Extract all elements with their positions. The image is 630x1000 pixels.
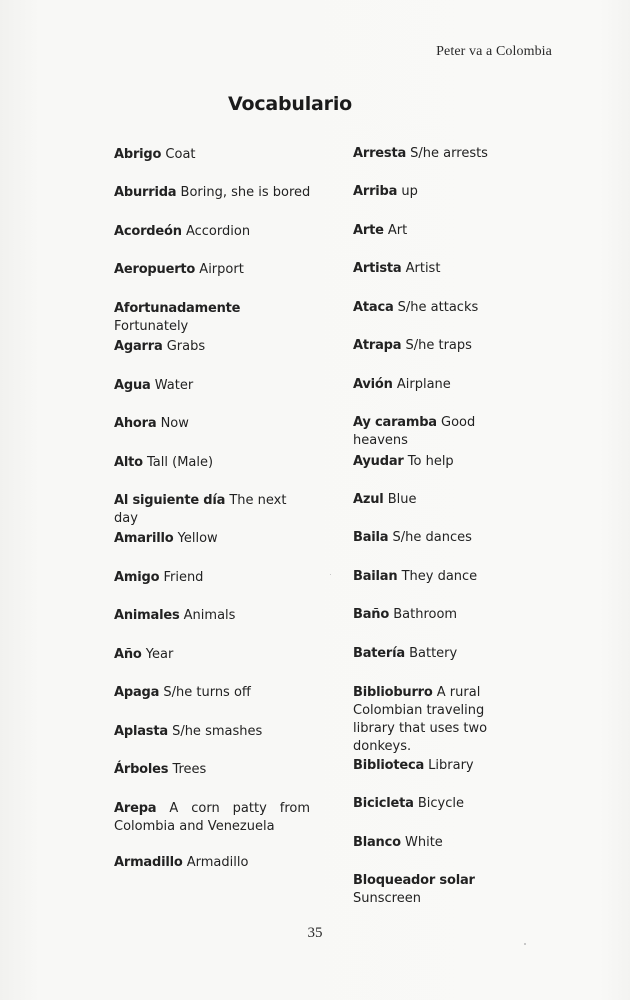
vocab-entry (353, 145, 533, 163)
vocab-entry (353, 529, 533, 547)
page-title: Vocabulario (228, 93, 352, 115)
vocab-term: Ay caramba (353, 415, 437, 430)
vocab-definition: A corn patty from Colombia and Venezuela (114, 801, 310, 834)
vocab-entry (353, 491, 533, 509)
vocab-definition: Grabs (166, 339, 206, 354)
vocab-term: Bloqueador solar (353, 873, 475, 888)
vocab-term: Agarra (114, 339, 163, 354)
vocab-term: Aeropuerto (114, 262, 196, 277)
vocab-term: Biblioteca (353, 758, 425, 773)
vocab-definition: They dance (401, 569, 478, 584)
vocab-definition: Library (428, 758, 474, 773)
vocab-entry (114, 184, 314, 202)
vocab-entry (353, 872, 533, 908)
vocab-term: Arepa (114, 801, 157, 816)
vocab-entry (353, 337, 533, 355)
vocab-term: Batería (353, 646, 405, 661)
vocab-definition: Year (145, 647, 174, 662)
vocab-term: Baño (353, 607, 390, 622)
vocab-entry (114, 261, 314, 279)
vocab-term: Atrapa (353, 338, 402, 353)
vocab-term: Bicicleta (353, 796, 414, 811)
vocab-entry (114, 800, 310, 836)
running-header: Peter va a Colombia (436, 44, 552, 59)
vocab-definition: Artist (405, 261, 441, 276)
vocab-definition: S/he attacks (397, 300, 479, 315)
vocab-definition: Tall (Male) (147, 455, 214, 470)
page-number: 35 (307, 925, 323, 941)
vocab-entry (114, 646, 314, 664)
vocab-definition: up (401, 184, 418, 199)
vocab-term: Agua (114, 378, 151, 393)
vocab-entry (114, 761, 314, 779)
vocab-term: Ahora (114, 416, 157, 431)
vocab-term: Arriba (353, 184, 398, 199)
vocab-entry (353, 834, 533, 852)
vocab-entry (353, 568, 533, 586)
vocab-definition: A rural Colombian traveling library that uses two donkeys. (353, 685, 488, 754)
vocab-term: Amarillo (114, 531, 174, 546)
vocab-term: Arresta (353, 146, 407, 161)
vocab-term: Afortunadamente (114, 301, 241, 316)
vocab-entry (114, 377, 314, 395)
vocab-term: Al siguiente día (114, 493, 226, 508)
vocab-entry (114, 684, 314, 702)
vocab-entry (353, 414, 533, 450)
vocab-definition: S/he dances (392, 530, 472, 545)
vocab-entry (114, 492, 314, 528)
vocab-entry (353, 376, 533, 394)
vocab-definition: Airplane (396, 377, 451, 392)
vocab-definition: S/he arrests (410, 146, 488, 161)
vocab-entry (353, 795, 533, 813)
vocab-term: Amigo (114, 570, 160, 585)
vocab-entry (114, 415, 314, 433)
vocab-entry (114, 530, 314, 548)
vocab-definition: To help (407, 454, 454, 469)
vocab-definition: S/he turns off (163, 685, 251, 700)
vocab-definition: The next day (114, 493, 287, 526)
vocab-definition: White (404, 835, 443, 850)
vocab-entry (353, 222, 533, 240)
vocab-term: Azul (353, 492, 384, 507)
vocab-term: Avión (353, 377, 393, 392)
vocab-term: Armadillo (114, 855, 183, 870)
vocab-term: Ataca (353, 300, 394, 315)
vocab-term: Año (114, 647, 142, 662)
vocab-term: Ayudar (353, 454, 404, 469)
vocab-term: Árboles (114, 762, 169, 777)
vocab-entry (353, 757, 533, 775)
vocab-term: Acordeón (114, 224, 182, 239)
vocab-definition: Airport (199, 262, 244, 277)
vocab-definition: Water (154, 378, 194, 393)
vocab-definition: S/he smashes (172, 724, 263, 739)
vocab-definition: Fortunately (114, 319, 189, 334)
vocab-term: Abrigo (114, 147, 162, 162)
vocab-definition: Blue (387, 492, 417, 507)
vocab-entry (114, 854, 314, 872)
vocab-term: Animales (114, 608, 180, 623)
vocab-entry (353, 684, 529, 756)
vocab-definition: Trees (172, 762, 207, 777)
vocab-definition: Good heavens (353, 415, 476, 448)
vocab-entry (114, 223, 314, 241)
vocab-entry (353, 645, 533, 663)
vocab-definition: Armadillo (186, 855, 249, 870)
vocab-entry (114, 454, 314, 472)
vocab-entry (114, 300, 314, 336)
scan-speck (524, 943, 526, 945)
vocab-definition: Sunscreen (353, 891, 421, 906)
vocab-term: Blanco (353, 835, 401, 850)
vocab-definition: Accordion (185, 224, 251, 239)
vocab-definition: Bicycle (417, 796, 464, 811)
vocab-definition: Battery (409, 646, 458, 661)
vocab-term: Aplasta (114, 724, 168, 739)
vocab-entry (353, 260, 533, 278)
vocab-definition: Friend (163, 570, 204, 585)
vocab-entry (114, 569, 314, 587)
vocab-entry (353, 183, 533, 201)
vocab-definition: Coat (165, 147, 196, 162)
vocab-definition: Yellow (177, 531, 218, 546)
vocab-term: Apaga (114, 685, 160, 700)
vocab-term: Biblioburro (353, 685, 433, 700)
vocab-definition: Animals (183, 608, 236, 623)
vocab-term: Bailan (353, 569, 398, 584)
vocab-term: Alto (114, 455, 143, 470)
vocab-definition: Boring, she is bored (180, 185, 311, 200)
vocab-term: Arte (353, 223, 384, 238)
vocab-entry (114, 723, 314, 741)
vocab-term: Artista (353, 261, 402, 276)
vocab-entry (114, 338, 314, 356)
vocab-term: Aburrida (114, 185, 177, 200)
vocab-definition: Bathroom (393, 607, 458, 622)
vocab-definition: Art (387, 223, 408, 238)
vocab-entry (114, 607, 314, 625)
scan-speck (330, 574, 331, 575)
vocab-definition: Now (160, 416, 189, 431)
vocab-entry (353, 453, 533, 471)
vocab-definition: S/he traps (405, 338, 472, 353)
vocab-entry (114, 146, 314, 164)
vocab-term: Baila (353, 530, 389, 545)
vocab-entry (353, 606, 533, 624)
vocab-entry (353, 299, 533, 317)
